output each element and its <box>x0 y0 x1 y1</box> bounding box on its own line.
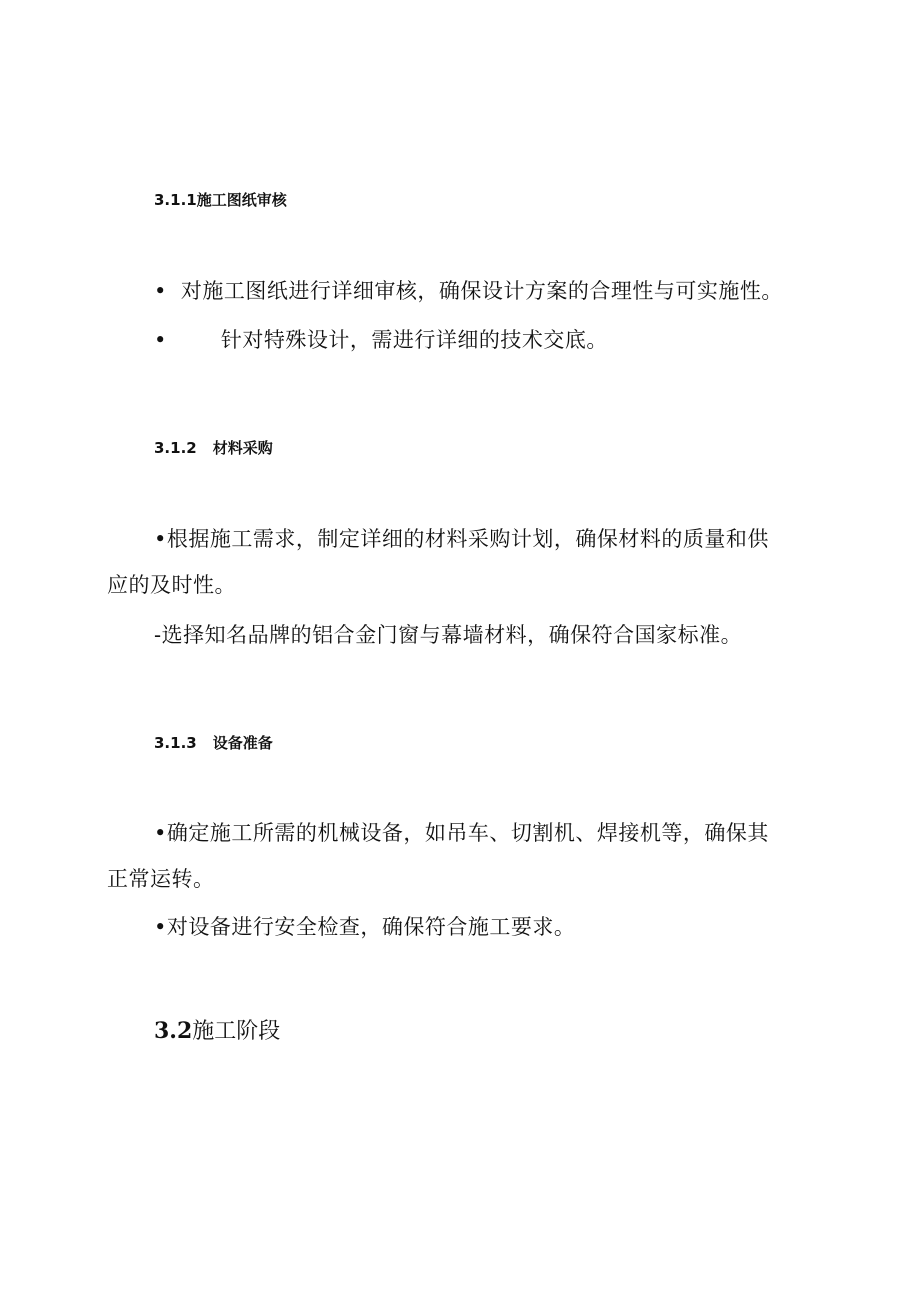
list-item-text: 根据施工需求，制定详细的材料采购计划，确保材料的质量和供 <box>166 527 769 551</box>
list-item <box>154 276 783 306</box>
section-number: 3.2 <box>154 1018 193 1044</box>
section-number: 3.1.3 <box>154 734 197 752</box>
section-heading-3-1-2 <box>154 438 273 458</box>
section-title: 施工图纸审核 <box>196 191 287 209</box>
list-item-text: 选择知名品牌的铝合金门窗与幕墙材料，确保符合国家标准。 <box>161 623 743 647</box>
section-number: 3.1.1 <box>154 191 197 209</box>
list-item-text: 对设备进行安全检查，确保符合施工要求。 <box>166 915 576 939</box>
list-item <box>154 524 769 554</box>
list-item-continuation <box>107 864 215 894</box>
list-item-text: 对施工图纸进行详细审核，确保设计方案的合理性与可实施性。 <box>180 279 783 303</box>
section-title: 施工阶段 <box>192 1019 281 1044</box>
dash-marker: - <box>154 623 162 647</box>
bullet-marker: • <box>154 915 167 939</box>
list-item <box>154 818 769 848</box>
bullet-marker: • <box>154 279 167 303</box>
list-item-text: 针对特殊设计，需进行详细的技术交底。 <box>220 328 608 352</box>
section-heading-3-2 <box>154 1016 280 1047</box>
bullet-marker: • <box>154 527 167 551</box>
section-title: 设备准备 <box>212 734 273 752</box>
list-item <box>154 620 742 650</box>
list-item <box>154 325 608 355</box>
bullet-marker: • <box>154 821 167 845</box>
list-item-text: 正常运转。 <box>107 867 215 891</box>
list-item-continuation <box>107 570 236 600</box>
list-item <box>154 912 575 942</box>
section-title: 材料采购 <box>212 439 273 457</box>
bullet-marker: • <box>154 328 167 352</box>
list-item-text: 应的及时性。 <box>107 573 236 597</box>
section-heading-3-1-3 <box>154 733 273 753</box>
section-heading-3-1-1 <box>154 190 287 210</box>
list-item-text: 确定施工所需的机械设备，如吊车、切割机、焊接机等，确保其 <box>166 821 769 845</box>
section-number: 3.1.2 <box>154 439 197 457</box>
